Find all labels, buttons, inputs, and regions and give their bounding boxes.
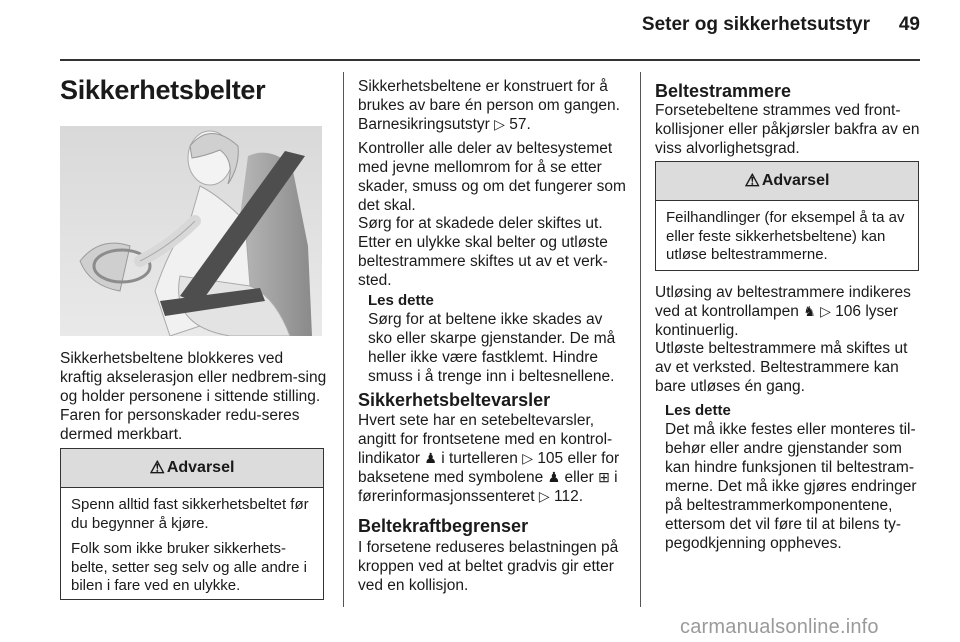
- warning-box: [60, 448, 324, 600]
- header-rule: [60, 59, 920, 61]
- paragraph-text: i førerinformasjonssenteret: [358, 469, 618, 505]
- paragraph: Utløste beltestrammere må skiftes ut av et verksted. Beltestrammere kan bare utløses én gang.: [655, 340, 908, 395]
- intro-paragraph: Sikkerhetsbeltene blokkeres ved kraftig akselerasjon eller nedbrem-sing og holder personene i sittende stilling. Faren for personskader redu-seres dermed merkbart.: [60, 350, 327, 443]
- seatbelt-illustration: [60, 126, 322, 336]
- warning-box-header: [61, 449, 323, 488]
- paragraph-text: Utløsing av beltestrammere indikeres ved at kontrollampen: [655, 284, 911, 320]
- note-text: Det må ikke festes eller monteres til-behør eller andre gjenstander som kan hindre funksjonen til beltestram-merne. Det må ikke gjøres endringer på beltestrammerkomponentene, ettersom det vil føre til at bilens ty-pegodkjenning oppheves.: [665, 421, 917, 552]
- airbag-person-icon: ♞: [803, 303, 816, 319]
- paragraph-text: 105 eller for baksetene med symbolene: [358, 450, 620, 486]
- warning-box: [655, 161, 919, 271]
- running-header-title: Seter og sikkerhetsutstyr: [641, 14, 870, 35]
- seatbelt-person-icon: ♟: [547, 469, 561, 485]
- reference-arrow-icon: ▷: [522, 450, 533, 466]
- paragraph-text: i turtelleren: [441, 450, 518, 467]
- warning-triangle-icon: ⚠: [744, 171, 760, 190]
- paragraph: Forsetebeltene strammes ved front-kollisjoner eller påkjørsler bakfra av en viss alvorlighetsgrad.: [655, 102, 920, 157]
- warning-text: Folk som ikke bruker sikkerhets-belte, setter seg selv og alle andre i bilen i fare ved en ulykke.: [71, 540, 307, 594]
- warning-title: Advarsel: [761, 172, 830, 189]
- warning-triangle-icon: ⚠: [149, 458, 165, 477]
- note-title: Les dette: [368, 292, 434, 309]
- note-block: [368, 292, 630, 386]
- subsection-heading: Sikkerhetsbeltevarsler: [358, 390, 551, 410]
- column-divider: [343, 72, 344, 607]
- section-heading: Sikkerhetsbelter: [60, 75, 266, 105]
- paragraph: [655, 283, 923, 340]
- warning-box-header: [656, 162, 918, 201]
- warning-title: Advarsel: [166, 459, 235, 476]
- paragraph: [358, 411, 628, 506]
- paragraph-text: 106 lyser kontinuerlig.: [655, 303, 899, 339]
- paragraph: Kontroller alle deler av beltesystemet med jevne mellomrom for å se etter skader, smuss og om det fungerer som det skal.: [358, 140, 626, 214]
- reference-arrow-icon: ▷: [820, 303, 831, 319]
- paragraph-text: eller: [564, 469, 594, 486]
- paragraph: [358, 77, 628, 134]
- paragraph: Sørg for at skadede deler skiftes ut. Etter en ulykke skal belter og utløste beltestrammere skiftes ut av et verk-sted.: [358, 215, 608, 289]
- seat-grid-icon: ⊞: [598, 469, 610, 485]
- page-reference[interactable]: 112.: [554, 488, 584, 505]
- reference-arrow-icon: ▷: [494, 116, 505, 132]
- watermark: carmanualsonline.info: [680, 616, 879, 638]
- note-block: [665, 402, 927, 553]
- subsection-heading: Beltekraftbegrenser: [358, 516, 529, 536]
- subsection-heading: Beltestrammere: [655, 81, 792, 101]
- note-title: Les dette: [665, 402, 731, 419]
- reference-arrow-icon: ▷: [538, 488, 550, 504]
- page-reference[interactable]: 57.: [509, 116, 531, 133]
- seatbelt-person-icon: ♟: [424, 450, 437, 466]
- column-divider: [640, 72, 641, 607]
- page-number: 49: [898, 14, 920, 35]
- warning-text: Spenn alltid fast sikkerhetsbeltet før du begynner å kjøre.: [71, 496, 309, 532]
- paragraph: I forsetene reduseres belastningen på kroppen ved at beltet gradvis gir etter ved en kollisjon.: [358, 539, 619, 594]
- paragraph-text: Sikkerhetsbeltene er konstruert for å brukes av bare én person om gangen. Barnesikringsutstyr: [358, 78, 620, 133]
- paragraph-text: Hvert sete har en setebeltevarsler, angitt for frontsetene med en kontrol-lindikator: [358, 412, 613, 467]
- warning-text: Feilhandlinger (for eksempel å ta av eller feste sikkerhetsbeltene) kan utløse beltestrammerne.: [666, 209, 905, 263]
- note-text: Sørg for at beltene ikke skades av sko eller skarpe gjenstander. De må heller ikke være fastklemt. Hindre smuss i å trenge inn i beltesnellene.: [368, 311, 616, 385]
